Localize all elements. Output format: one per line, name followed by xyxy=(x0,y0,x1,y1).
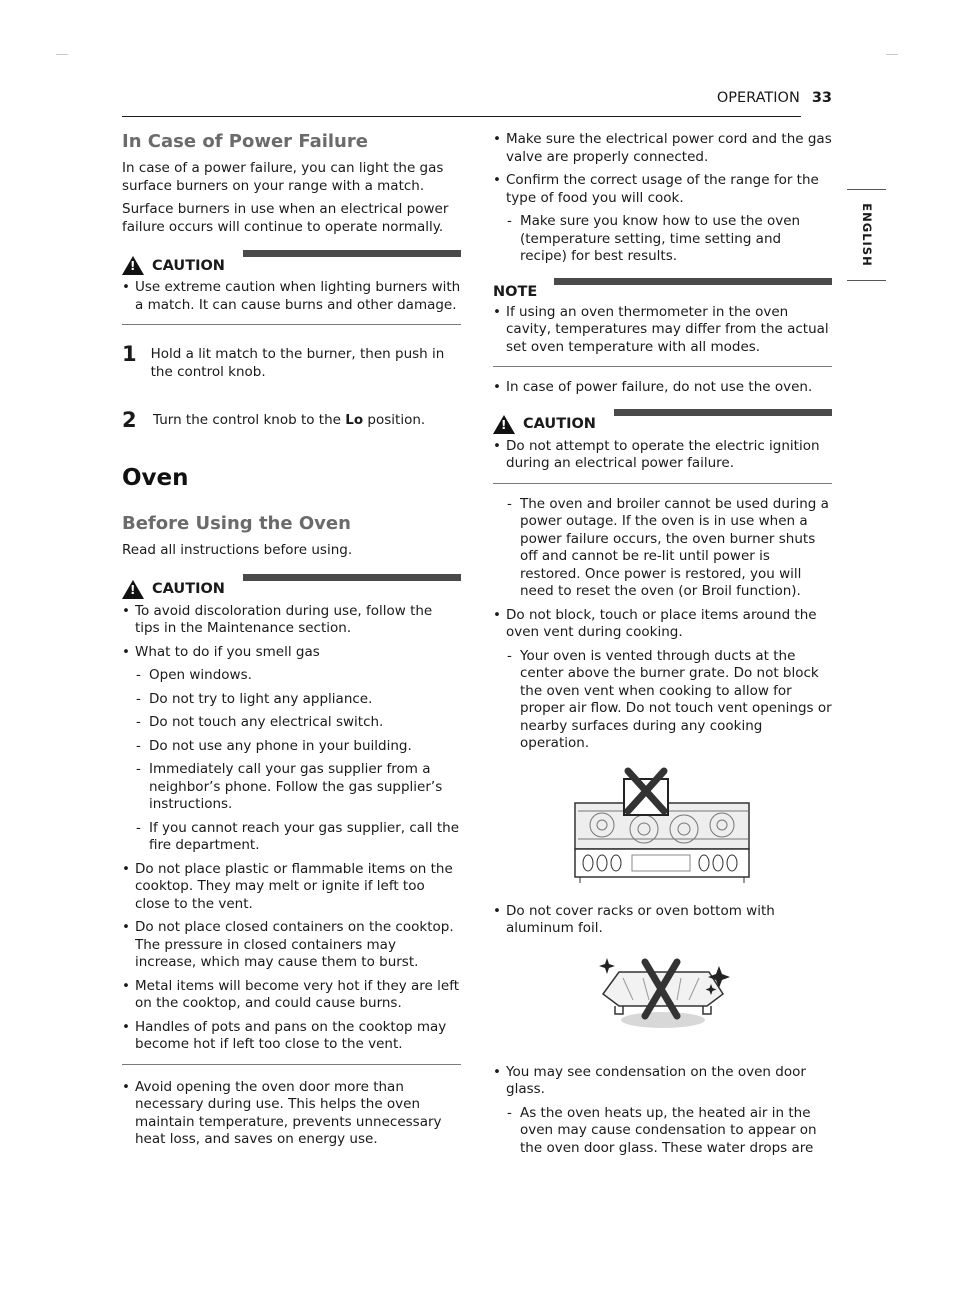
caution-list xyxy=(122,603,461,1054)
foil-list xyxy=(493,903,832,938)
note-list xyxy=(493,304,832,357)
caution-label: CAUTION xyxy=(152,581,225,597)
step-2 xyxy=(122,409,461,431)
crop-mark-right xyxy=(886,54,898,55)
foil-rack-illustration xyxy=(493,954,832,1036)
caution-header xyxy=(122,256,461,275)
sub-list-item: - The oven and broiler cannot be used during a power outage. If the oven is in use when a power failure occurs, the oven burner shuts off and cannot be re-lit until power is restored. Once power is restored, you will need to reset the oven (or Broil function). xyxy=(493,496,832,601)
list-item: • Do not place plastic or flammable items on the cooktop. They may melt or ignite if left too close to the vent. xyxy=(122,861,461,914)
step-text: Turn the control knob to the Lo position. xyxy=(153,412,426,428)
list-item: • Do not attempt to operate the electric ignition during an electrical power failure. xyxy=(493,438,832,473)
condensation-list xyxy=(493,1064,832,1158)
warning-triangle-icon xyxy=(122,256,144,275)
list-item: • Handles of pots and pans on the cooktop may become hot if left too close to the vent. xyxy=(122,1019,461,1054)
right-column xyxy=(493,131,832,1163)
section-name: OPERATION xyxy=(716,90,800,106)
list-item: • Do not cover racks or oven bottom with aluminum foil. xyxy=(493,903,832,938)
list-item: • If using an oven thermometer in the oven cavity, temperatures may differ from the actual set oven temperature with all modes. xyxy=(493,304,832,357)
note-header xyxy=(493,284,832,300)
caution-end-rule xyxy=(122,324,461,325)
warning-triangle-icon xyxy=(122,580,144,599)
list-item: • Confirm the correct usage of the range for the type of food you will cook. xyxy=(493,172,832,207)
warning-triangle-icon xyxy=(493,415,515,434)
sub-list-item: - As the oven heats up, the heated air in the oven may cause condensation to appear on the oven door glass. These water drops are xyxy=(493,1105,832,1158)
sub-list-item: - Do not touch any electrical switch. xyxy=(122,714,461,732)
language-tab xyxy=(847,189,886,281)
list-item: • Use extreme caution when lighting burners with a match. It can cause burns and other damage. xyxy=(122,279,461,314)
list-item: • Do not place closed containers on the cooktop. The pressure in closed containers may increase, which may cause them to burst. xyxy=(122,919,461,972)
page-number: 33 xyxy=(811,90,832,106)
caution-label: CAUTION xyxy=(152,257,225,274)
sub-list-item: - Open windows. xyxy=(122,667,461,685)
caution-bar xyxy=(243,574,461,581)
caution-bar xyxy=(243,250,461,257)
sub-list-item: - Immediately call your gas supplier from a neighbor’s phone. Follow the gas supplier’s instructions. xyxy=(122,761,461,814)
list-item: • You may see condensation on the oven door glass. xyxy=(493,1064,832,1099)
sub-list-item: - Do not try to light any appliance. xyxy=(122,691,461,709)
caution-list xyxy=(122,279,461,314)
range-vent-illustration xyxy=(493,767,832,889)
oven-caution-box xyxy=(122,574,461,1065)
running-head xyxy=(717,90,832,106)
list-item: • Do not block, touch or place items around the oven vent during cooking. xyxy=(493,607,832,642)
list-item: • In case of power failure, do not use the oven. xyxy=(493,379,832,397)
before-using-heading: Before Using the Oven xyxy=(122,513,351,534)
step-1 xyxy=(122,343,461,381)
list-item: • Avoid opening the oven door more than necessary during use. This helps the oven maintain temperature, prevents unnecessary heat loss, and saves on energy use. xyxy=(122,1079,461,1149)
sub-list-item: - Your oven is vented through ducts at the center above the burner grate. Do not block the oven vent when cooking to allow for proper air flow. Do not touch vent openings or nearby surfaces during any cooking operation. xyxy=(493,648,832,753)
crop-mark-left xyxy=(56,54,68,55)
power-failure-caution-box xyxy=(122,250,461,325)
caution-label: CAUTION xyxy=(523,416,596,432)
header-rule xyxy=(122,116,801,117)
power-failure-paragraph-1: In case of a power failure, you can light the gas surface burners on your range with a match. xyxy=(122,160,444,194)
left-column xyxy=(122,127,461,1155)
language-label: ENGLISH xyxy=(859,203,874,267)
caution-end-rule xyxy=(122,1064,461,1065)
oven-use-list xyxy=(493,496,832,753)
power-failure-list xyxy=(493,379,832,397)
step-number: 2 xyxy=(122,408,137,432)
sub-list-item: - If you cannot reach your gas supplier, call the fire department. xyxy=(122,820,461,855)
sub-list-item: - Do not use any phone in your building. xyxy=(122,738,461,756)
sub-list-item: - Make sure you know how to use the oven (temperature setting, time setting and recipe) for best results. xyxy=(493,213,832,266)
step-number: 1 xyxy=(122,342,137,366)
list-item: • Metal items will become very hot if they are left on the cooktop, and could cause burns. xyxy=(122,978,461,1013)
caution-bar xyxy=(614,409,832,416)
oven-heading: Oven xyxy=(122,465,189,491)
power-failure-paragraph-2: Surface burners in use when an electrical power failure occurs will continue to operate normally. xyxy=(122,201,449,235)
caution-header xyxy=(122,580,461,599)
oven-tips-list xyxy=(122,1079,461,1149)
caution-list xyxy=(493,438,832,473)
note-box xyxy=(493,278,832,368)
caution-header xyxy=(493,415,832,434)
step-text: Hold a lit match to the burner, then push in the control knob. xyxy=(150,346,445,380)
note-bar xyxy=(554,278,832,285)
oven-intro: Read all instructions before using. xyxy=(122,542,353,558)
right-caution-box xyxy=(493,409,832,484)
list-item: • What to do if you smell gas xyxy=(122,644,461,662)
prep-list xyxy=(493,131,832,266)
list-item: • Make sure the electrical power cord and the gas valve are properly connected. xyxy=(493,131,832,166)
list-item: • To avoid discoloration during use, follow the tips in the Maintenance section. xyxy=(122,603,461,638)
caution-end-rule xyxy=(493,483,832,484)
note-end-rule xyxy=(493,366,832,367)
note-label: NOTE xyxy=(493,283,538,300)
power-failure-heading: In Case of Power Failure xyxy=(122,131,368,152)
